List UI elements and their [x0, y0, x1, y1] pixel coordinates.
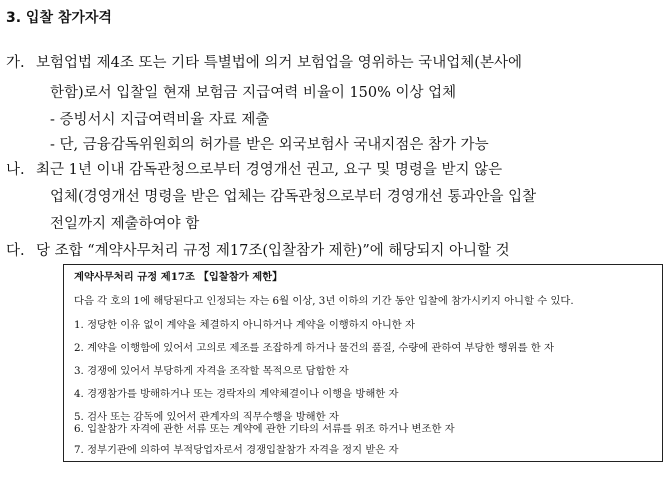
regulation-clause-5: 5. 검사 또는 감독에 있어서 관계자의 직무수행을 방해한 자: [74, 411, 339, 423]
item-na-line-2: 업체(경영개선 명령을 받은 업체는 감독관청으로부터 경영개선 통과안을 입찰: [50, 189, 537, 205]
regulation-intro: 다음 각 호의 1에 해당된다고 인정되는 자는 6월 이상, 3년 이하의 기간 동안 입찰에 참가시키지 아니할 수 있다.: [74, 295, 574, 307]
item-na-line-1: [6, 160, 502, 180]
regulation-clause-2: 2. 계약을 이행함에 있어서 고의로 제조를 조잡하게 하거나 물건의 품질, 수량에 관하여 부당한 행위를 한 자: [74, 342, 554, 354]
item-na-text-1: 최근 1년 이내 감독관청으로부터 경영개선 권고, 요구 및 명령을 받지 않은: [36, 162, 503, 178]
item-ga-marker: 가.: [6, 55, 25, 71]
item-da-text-1: 당 조합 “계약사무처리 규정 제17조(입찰참가 제한)”에 해당되지 아니할 것: [36, 243, 510, 259]
regulation-clause-1: 1. 정당한 이유 없이 계약을 체결하지 아니하거나 계약을 이행하지 아니한 자: [74, 319, 415, 331]
item-na-line-3: 전일까지 제출하여야 함: [50, 216, 200, 232]
item-da-marker: 다.: [6, 243, 25, 259]
regulation-clause-7: 7. 정부기관에 의하여 부적당업자로서 경쟁입찰참가 자격을 정지 받은 자: [74, 444, 399, 456]
item-na-marker: 나.: [6, 162, 25, 178]
regulation-clause-3: 3. 경쟁에 있어서 부당하게 자격을 조작할 목적으로 담합한 자: [74, 365, 349, 377]
regulation-clause-6: 6. 입찰참가 자격에 관한 서류 또는 계약에 관한 기타의 서류를 위조 하거나 변조한 자: [74, 423, 455, 435]
regulation-box: [63, 264, 663, 462]
item-ga-subitem-1: - 증빙서시 지급여력비율 자료 제출: [50, 112, 270, 128]
item-ga-text-1: 보험업법 제4조 또는 기타 특별법에 의거 보험업을 영위하는 국내업체(본사에: [36, 55, 522, 71]
section-heading: 3. 입찰 참가자격: [6, 10, 112, 26]
item-ga-subitem-2: - 단, 금융감독위원회의 허가를 받은 외국보험사 국내지점은 참가 가능: [50, 137, 489, 153]
item-da-line-1: [6, 241, 510, 261]
regulation-title: 계약사무처리 규정 제17조 【입찰참가 제한】: [74, 271, 283, 283]
regulation-clause-4: 4. 경쟁참가를 방해하거나 또는 경락자의 계약체결이나 이행을 방해한 자: [74, 388, 399, 400]
item-ga-line-2: 한함)로서 입찰일 현재 보험금 지급여력 비율이 150% 이상 업체: [50, 85, 457, 101]
item-ga-line-1: [6, 53, 522, 73]
